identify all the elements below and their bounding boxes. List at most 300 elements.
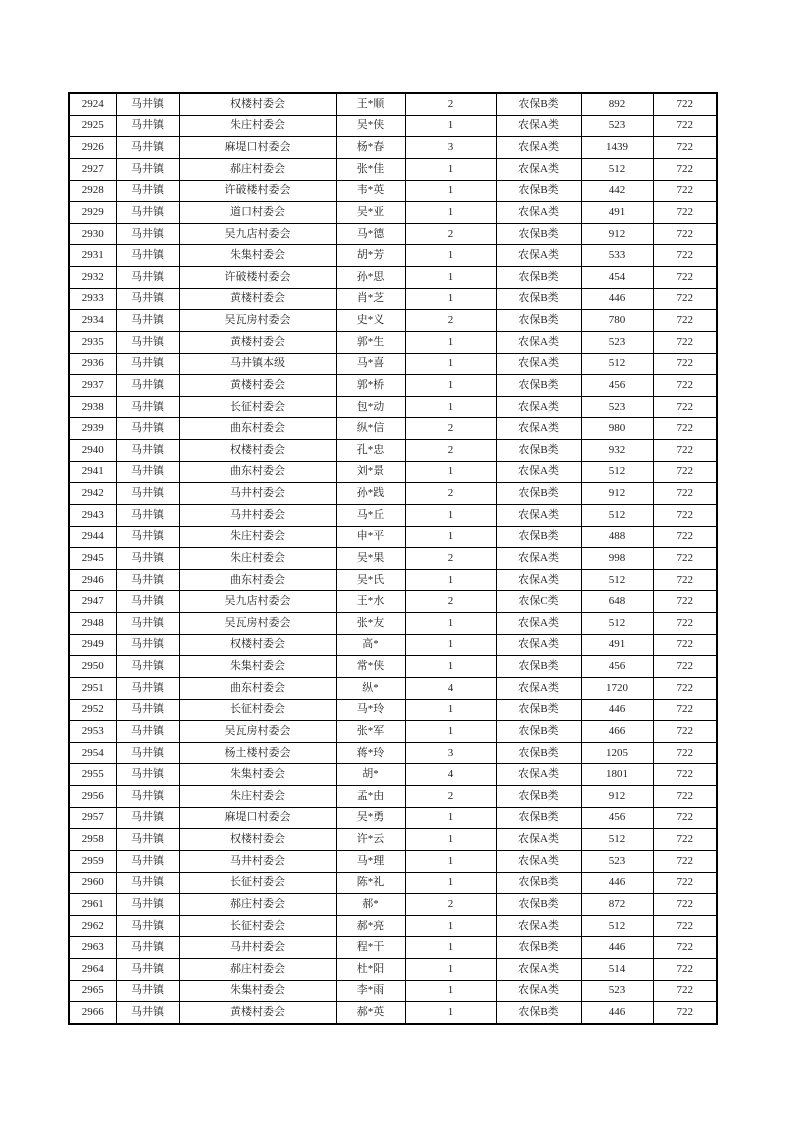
table-cell: 马井村委会 (179, 504, 336, 526)
table-cell: 王*顺 (336, 93, 405, 115)
table-cell: 2952 (69, 699, 116, 721)
table-cell: 446 (581, 937, 653, 959)
table-row (69, 115, 717, 137)
table-cell: 512 (581, 829, 653, 851)
table-cell: 朱集村委会 (179, 245, 336, 267)
table-row (69, 461, 717, 483)
table-cell: 马井镇 (116, 1002, 179, 1024)
table-cell: 农保A类 (496, 915, 581, 937)
table-cell: 杨土楼村委会 (179, 742, 336, 764)
table-cell: 马*德 (336, 223, 405, 245)
table-cell: 1 (405, 375, 496, 397)
table-cell: 马井镇 (116, 634, 179, 656)
table-row (69, 829, 717, 851)
table-row (69, 569, 717, 591)
table-cell: 马井镇 (116, 223, 179, 245)
table-cell: 马井镇 (116, 915, 179, 937)
table-row (69, 483, 717, 505)
table-cell: 722 (653, 310, 717, 332)
table-row (69, 353, 717, 375)
table-cell: 1 (405, 202, 496, 224)
table-cell: 农保A类 (496, 548, 581, 570)
table-cell: 722 (653, 202, 717, 224)
table-cell: 农保A类 (496, 569, 581, 591)
table-cell: 农保A类 (496, 850, 581, 872)
table-cell: 523 (581, 980, 653, 1002)
table-cell: 3 (405, 137, 496, 159)
table-cell: 1 (405, 158, 496, 180)
table-cell: 农保A类 (496, 980, 581, 1002)
table-cell: 高* (336, 634, 405, 656)
table-cell: 722 (653, 959, 717, 981)
table-row (69, 980, 717, 1002)
table-cell: 道口村委会 (179, 202, 336, 224)
table-cell: 2935 (69, 331, 116, 353)
table-cell: 512 (581, 504, 653, 526)
table-cell: 曲东村委会 (179, 418, 336, 440)
table-row (69, 656, 717, 678)
table-cell: 722 (653, 850, 717, 872)
table-cell: 2 (405, 418, 496, 440)
table-cell: 王*水 (336, 591, 405, 613)
table-row (69, 786, 717, 808)
table-cell: 2943 (69, 504, 116, 526)
table-cell: 史*义 (336, 310, 405, 332)
table-cell: 孙*思 (336, 267, 405, 289)
table-cell: 农保A类 (496, 202, 581, 224)
table-cell: 1 (405, 699, 496, 721)
table-cell: 980 (581, 418, 653, 440)
table-cell: 1 (405, 634, 496, 656)
table-cell: 曲东村委会 (179, 569, 336, 591)
table-cell: 朱集村委会 (179, 656, 336, 678)
table-cell: 李*雨 (336, 980, 405, 1002)
table-cell: 1 (405, 807, 496, 829)
table-cell: 马井镇 (116, 569, 179, 591)
table-cell: 2954 (69, 742, 116, 764)
table-cell: 2962 (69, 915, 116, 937)
table-cell: 马井镇 (116, 353, 179, 375)
table-row (69, 526, 717, 548)
table-cell: 722 (653, 180, 717, 202)
table-cell: 许破楼村委会 (179, 180, 336, 202)
table-cell: 1 (405, 288, 496, 310)
table-cell: 农保B类 (496, 721, 581, 743)
table-cell: 722 (653, 807, 717, 829)
table-cell: 722 (653, 267, 717, 289)
table-cell: 442 (581, 180, 653, 202)
table-cell: 吴*亚 (336, 202, 405, 224)
table-cell: 长征村委会 (179, 872, 336, 894)
table-cell: 黄楼村委会 (179, 331, 336, 353)
table-cell: 马井镇 (116, 288, 179, 310)
table-cell: 农保A类 (496, 677, 581, 699)
table-cell: 722 (653, 331, 717, 353)
table-cell: 长征村委会 (179, 396, 336, 418)
table-cell: 2941 (69, 461, 116, 483)
table-cell: 1 (405, 850, 496, 872)
table-cell: 2946 (69, 569, 116, 591)
table-cell: 郝庄村委会 (179, 959, 336, 981)
table-cell: 黄楼村委会 (179, 1002, 336, 1024)
table-row (69, 872, 717, 894)
table-cell: 许破楼村委会 (179, 267, 336, 289)
table-cell: 吴瓦房村委会 (179, 613, 336, 635)
table-cell: 农保C类 (496, 591, 581, 613)
table-cell: 农保A类 (496, 418, 581, 440)
table-cell: 马井镇 (116, 872, 179, 894)
table-cell: 1 (405, 915, 496, 937)
table-cell: 722 (653, 677, 717, 699)
table-cell: 郭*桥 (336, 375, 405, 397)
table-cell: 蒋*玲 (336, 742, 405, 764)
table-cell: 512 (581, 569, 653, 591)
table-cell: 2 (405, 93, 496, 115)
table-row (69, 267, 717, 289)
table-cell: 2930 (69, 223, 116, 245)
table-cell: 农保B类 (496, 267, 581, 289)
table-cell: 446 (581, 872, 653, 894)
table-cell: 马井镇 (116, 461, 179, 483)
table-cell: 912 (581, 786, 653, 808)
table-cell: 1 (405, 353, 496, 375)
table-cell: 张*佳 (336, 158, 405, 180)
table-cell: 1 (405, 656, 496, 678)
table-cell: 胡* (336, 764, 405, 786)
table-cell: 郝庄村委会 (179, 894, 336, 916)
table-cell: 农保B类 (496, 786, 581, 808)
table-cell: 872 (581, 894, 653, 916)
table-cell: 农保A类 (496, 245, 581, 267)
table-cell: 2928 (69, 180, 116, 202)
table-cell: 1 (405, 504, 496, 526)
table-cell: 农保B类 (496, 894, 581, 916)
table-cell: 农保B类 (496, 288, 581, 310)
table-cell: 2957 (69, 807, 116, 829)
table-row (69, 721, 717, 743)
table-cell: 马井镇 (116, 829, 179, 851)
table-cell: 722 (653, 872, 717, 894)
table-cell: 农保A类 (496, 829, 581, 851)
table-row (69, 591, 717, 613)
table-cell: 722 (653, 93, 717, 115)
table-cell: 长征村委会 (179, 699, 336, 721)
table-cell: 1 (405, 721, 496, 743)
table-row (69, 137, 717, 159)
table-cell: 2 (405, 786, 496, 808)
table-cell: 马井镇 (116, 115, 179, 137)
table-cell: 胡*芳 (336, 245, 405, 267)
table-cell: 2 (405, 223, 496, 245)
table-cell: 2951 (69, 677, 116, 699)
table-cell: 2953 (69, 721, 116, 743)
table-cell: 纵*信 (336, 418, 405, 440)
table-cell: 农保A类 (496, 137, 581, 159)
table-row (69, 440, 717, 462)
table-cell: 刘*景 (336, 461, 405, 483)
table-cell: 514 (581, 959, 653, 981)
table-cell: 2 (405, 894, 496, 916)
table-cell: 2949 (69, 634, 116, 656)
table-cell: 纵* (336, 677, 405, 699)
table-cell: 马井镇 (116, 158, 179, 180)
table-cell: 权楼村委会 (179, 440, 336, 462)
table-cell: 马井镇 (116, 483, 179, 505)
table-cell: 农保A类 (496, 461, 581, 483)
table-cell: 998 (581, 548, 653, 570)
table-cell: 农保A类 (496, 613, 581, 635)
table-row (69, 850, 717, 872)
table-cell: 722 (653, 504, 717, 526)
table-cell: 722 (653, 764, 717, 786)
table-cell: 722 (653, 1002, 717, 1024)
table-cell: 马井镇 (116, 613, 179, 635)
table-cell: 454 (581, 267, 653, 289)
table-cell: 2955 (69, 764, 116, 786)
table-cell: 马井镇 (116, 764, 179, 786)
table-cell: 2926 (69, 137, 116, 159)
table-cell: 2939 (69, 418, 116, 440)
table-cell: 吴*氏 (336, 569, 405, 591)
table-cell: 1 (405, 461, 496, 483)
table-cell: 2950 (69, 656, 116, 678)
table-cell: 722 (653, 742, 717, 764)
table-cell: 马井镇 (116, 504, 179, 526)
table-cell: 2961 (69, 894, 116, 916)
table-cell: 马井镇 (116, 440, 179, 462)
table-cell: 491 (581, 634, 653, 656)
table-cell: 农保B类 (496, 440, 581, 462)
table-cell: 马井镇 (116, 310, 179, 332)
table-cell: 农保A类 (496, 353, 581, 375)
table-cell: 农保B类 (496, 807, 581, 829)
table-cell: 2934 (69, 310, 116, 332)
table-row (69, 677, 717, 699)
table-cell: 2 (405, 440, 496, 462)
table-cell: 马井镇 (116, 980, 179, 1002)
table-cell: 农保B类 (496, 699, 581, 721)
table-cell: 512 (581, 353, 653, 375)
table-cell: 456 (581, 656, 653, 678)
table-cell: 肖*芝 (336, 288, 405, 310)
table-cell: 马井镇 (116, 526, 179, 548)
table-cell: 农保B类 (496, 1002, 581, 1024)
table-cell: 722 (653, 440, 717, 462)
table-row (69, 396, 717, 418)
table-cell: 456 (581, 807, 653, 829)
table-cell: 2 (405, 591, 496, 613)
table-cell: 2 (405, 483, 496, 505)
table-cell: 马井镇 (116, 807, 179, 829)
table-cell: 523 (581, 396, 653, 418)
table-cell: 麻堤口村委会 (179, 807, 336, 829)
table-cell: 马*玲 (336, 699, 405, 721)
table-row (69, 504, 717, 526)
table-cell: 722 (653, 980, 717, 1002)
table-cell: 1801 (581, 764, 653, 786)
table-cell: 2966 (69, 1002, 116, 1024)
table-cell: 512 (581, 613, 653, 635)
table-cell: 张*友 (336, 613, 405, 635)
table-cell: 1 (405, 829, 496, 851)
table-cell: 932 (581, 440, 653, 462)
table-cell: 朱庄村委会 (179, 548, 336, 570)
table-cell: 郝*亮 (336, 915, 405, 937)
table-cell: 1 (405, 115, 496, 137)
table-cell: 农保A类 (496, 331, 581, 353)
table-row (69, 959, 717, 981)
table-cell: 1 (405, 245, 496, 267)
table-cell: 2947 (69, 591, 116, 613)
table-cell: 朱集村委会 (179, 980, 336, 1002)
table-cell: 农保B类 (496, 310, 581, 332)
table-cell: 农保B类 (496, 526, 581, 548)
table-cell: 马井村委会 (179, 850, 336, 872)
table-cell: 孙*践 (336, 483, 405, 505)
table-cell: 1 (405, 267, 496, 289)
table-cell: 孟*由 (336, 786, 405, 808)
table-cell: 朱庄村委会 (179, 786, 336, 808)
table-cell: 马井镇 (116, 591, 179, 613)
table-cell: 722 (653, 569, 717, 591)
table-cell: 长征村委会 (179, 915, 336, 937)
table-cell: 农保B类 (496, 93, 581, 115)
table-cell: 孔*忠 (336, 440, 405, 462)
table-cell: 1 (405, 331, 496, 353)
table-cell: 吴瓦房村委会 (179, 310, 336, 332)
table-cell: 马井镇 (116, 180, 179, 202)
table-row (69, 915, 717, 937)
table-cell: 456 (581, 375, 653, 397)
table-row (69, 894, 717, 916)
table-cell: 黄楼村委会 (179, 288, 336, 310)
table-cell: 2937 (69, 375, 116, 397)
table-cell: 722 (653, 375, 717, 397)
table-cell: 张*军 (336, 721, 405, 743)
table-cell: 722 (653, 483, 717, 505)
table-cell: 农保B类 (496, 742, 581, 764)
table-cell: 马井镇 (116, 137, 179, 159)
table-cell: 陈*礼 (336, 872, 405, 894)
table-cell: 523 (581, 115, 653, 137)
table-row (69, 331, 717, 353)
table-cell: 446 (581, 699, 653, 721)
table-row (69, 548, 717, 570)
table-row (69, 245, 717, 267)
table-cell: 722 (653, 721, 717, 743)
table-cell: 马*喜 (336, 353, 405, 375)
table-cell: 吴*侠 (336, 115, 405, 137)
table-row (69, 418, 717, 440)
table-cell: 722 (653, 786, 717, 808)
table-cell: 农保A类 (496, 158, 581, 180)
table-cell: 杨*春 (336, 137, 405, 159)
table-row (69, 807, 717, 829)
table-cell: 郝*英 (336, 1002, 405, 1024)
table-cell: 2927 (69, 158, 116, 180)
table-cell: 722 (653, 418, 717, 440)
table-row (69, 288, 717, 310)
table-cell: 马井镇 (116, 418, 179, 440)
table-cell: 马井镇 (116, 699, 179, 721)
table-cell: 523 (581, 331, 653, 353)
table-cell: 491 (581, 202, 653, 224)
table-cell: 许*云 (336, 829, 405, 851)
table-cell: 446 (581, 288, 653, 310)
table-cell: 1 (405, 959, 496, 981)
table-cell: 郝* (336, 894, 405, 916)
table-cell: 1 (405, 1002, 496, 1024)
table-cell: 马井镇 (116, 331, 179, 353)
table-cell: 1 (405, 613, 496, 635)
table-cell: 2940 (69, 440, 116, 462)
table-cell: 1720 (581, 677, 653, 699)
table-cell: 吴九店村委会 (179, 591, 336, 613)
table-cell: 曲东村委会 (179, 461, 336, 483)
table-cell: 722 (653, 548, 717, 570)
table-cell: 郭*生 (336, 331, 405, 353)
table-cell: 722 (653, 223, 717, 245)
table-body (69, 93, 717, 1024)
table-cell: 722 (653, 829, 717, 851)
table-cell: 2925 (69, 115, 116, 137)
table-cell: 2942 (69, 483, 116, 505)
table-cell: 权楼村委会 (179, 829, 336, 851)
table-cell: 马井镇 (116, 937, 179, 959)
table-row (69, 93, 717, 115)
table-cell: 1439 (581, 137, 653, 159)
table-cell: 3 (405, 742, 496, 764)
table-cell: 722 (653, 634, 717, 656)
table-cell: 朱庄村委会 (179, 526, 336, 548)
table-row (69, 764, 717, 786)
table-cell: 4 (405, 677, 496, 699)
table-row (69, 180, 717, 202)
table-cell: 韦*英 (336, 180, 405, 202)
table-row (69, 613, 717, 635)
table-cell: 2931 (69, 245, 116, 267)
table-cell: 马*理 (336, 850, 405, 872)
table-cell: 722 (653, 937, 717, 959)
table-cell: 权楼村委会 (179, 634, 336, 656)
table-cell: 2945 (69, 548, 116, 570)
table-cell: 吴九店村委会 (179, 223, 336, 245)
table-cell: 2933 (69, 288, 116, 310)
table-cell: 农保B类 (496, 937, 581, 959)
table-cell: 722 (653, 699, 717, 721)
table-cell: 722 (653, 137, 717, 159)
table-cell: 马井镇 (116, 375, 179, 397)
table-cell: 马井镇 (116, 850, 179, 872)
table-cell: 722 (653, 613, 717, 635)
table-cell: 农保B类 (496, 483, 581, 505)
table-cell: 488 (581, 526, 653, 548)
table-row (69, 310, 717, 332)
table-cell: 780 (581, 310, 653, 332)
table-cell: 马井镇 (116, 894, 179, 916)
table-cell: 马井村委会 (179, 937, 336, 959)
table-cell: 2959 (69, 850, 116, 872)
table-cell: 533 (581, 245, 653, 267)
table-cell: 722 (653, 591, 717, 613)
table-cell: 892 (581, 93, 653, 115)
table-cell: 马井镇 (116, 202, 179, 224)
table-cell: 农保B类 (496, 872, 581, 894)
table-cell: 马井镇 (116, 786, 179, 808)
table-cell: 马井镇 (116, 959, 179, 981)
table-cell: 722 (653, 396, 717, 418)
table-cell: 马井镇 (116, 677, 179, 699)
